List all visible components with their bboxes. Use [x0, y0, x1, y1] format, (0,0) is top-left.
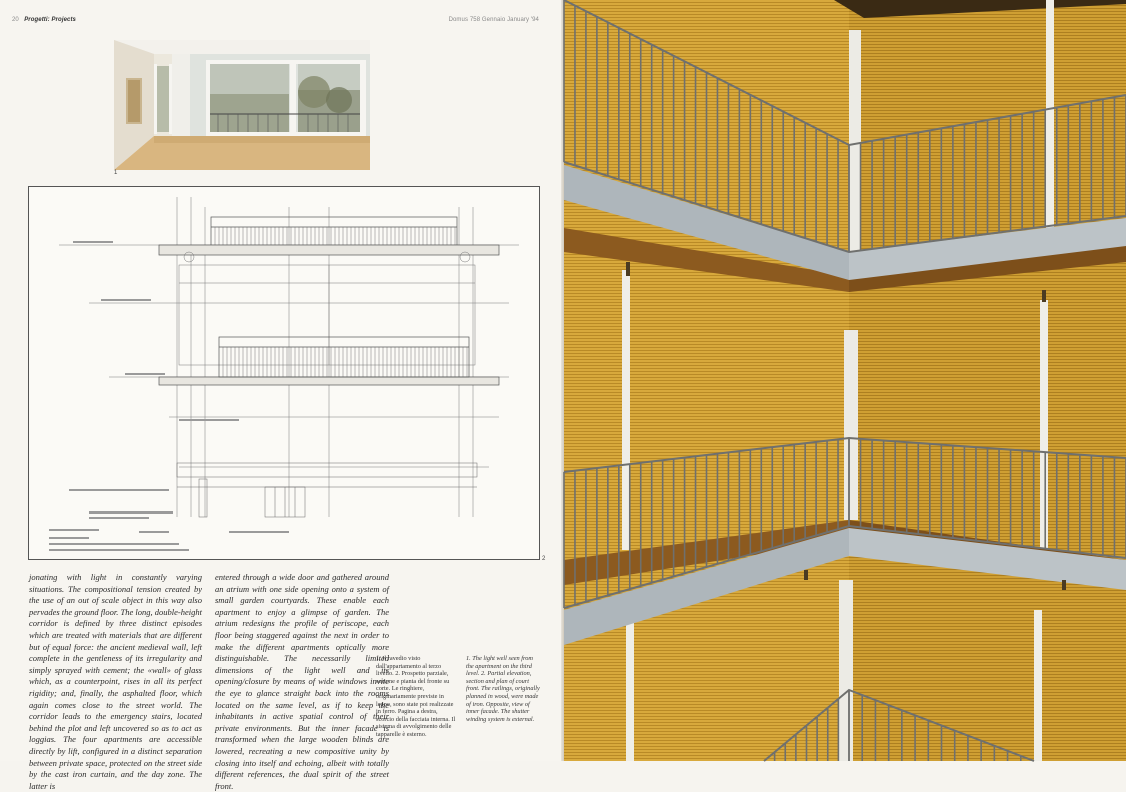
body-text-column-2: entered through a wide door and gathered around an atrium with one side opening onto a system of small garden courtyards. These enable each apartment to enjoy a glimpse of garden. The atrium redesigns the profile of periscope, each floor being staggered against the next in order to make the different apartments optically more distinguishable. The necessarily limited dimensions of the light well and its opening/closure by means of wide windows invite the eye to glance straight back into the rooms located on the same level, as if to keep the inhabitants in active spatial control of their private environments. But the inner facade is transformed when the large wooden blinds are lowered, recreating a new compositive unity by closing into itself and echoing, albeit with totally different references, the dual spirit of the street front. [215, 572, 389, 791]
light-well-photo [564, 0, 1126, 761]
issue-label: Domus 758 Gennaio January '94 [448, 17, 539, 23]
left-page [0, 0, 563, 791]
caption-italian: 1. Il ravedio visto dall'appartamento al terzo livello. 2. Prospetto parziale, sezione e pianta del fronte su corte. Le ringhiere, originariamente previste in legno, sono state poi realizzate in ferro. Pagina a destra, scorcio della facciata interna. Il sistema di avvolgimento delle tapparelle è esterno. [376, 655, 456, 738]
body-text-column-1: jonating with light in constantly varying situations. The compositional tension created by the use of an out of scale object in this way also pervades the ground floor. The long, double-height corridor is defined by three distinct episodes which are treated with materials that are different but of equal force: the ancient medieval wall, left complete in the gentleness of its irregularity and simply sprayed with cement; the «wall» of glass which, as a counterpoint, rises in all its perfect rigidity; and, finally, the asphalted floor, which again comes close to the street world. The corridor leads to the emergency stairs, located behind the plot and left uncovered so as to act as loggias. The four apartments are accessible directly by lift, configured in a distinct separation between private space, protected on the street side by the cast iron curtain, and the day zone. The latter is [29, 572, 202, 791]
caption-english: 1. The light well seen from the apartment on the third level. 2. Partial elevation, section and plan of court front. The railings, originally planned in wood, were made of iron. Opposite, view of inner facade. The shutter winding system is external. [466, 655, 540, 723]
page-number: 20 [12, 17, 19, 23]
figure-2-number: 2 [542, 556, 546, 562]
section-title: Progetti: Projects [24, 17, 76, 23]
figure-1-number: 1 [114, 170, 118, 176]
interior-photo [114, 40, 370, 170]
running-head-left [12, 17, 76, 23]
architectural-drawing [28, 186, 540, 560]
